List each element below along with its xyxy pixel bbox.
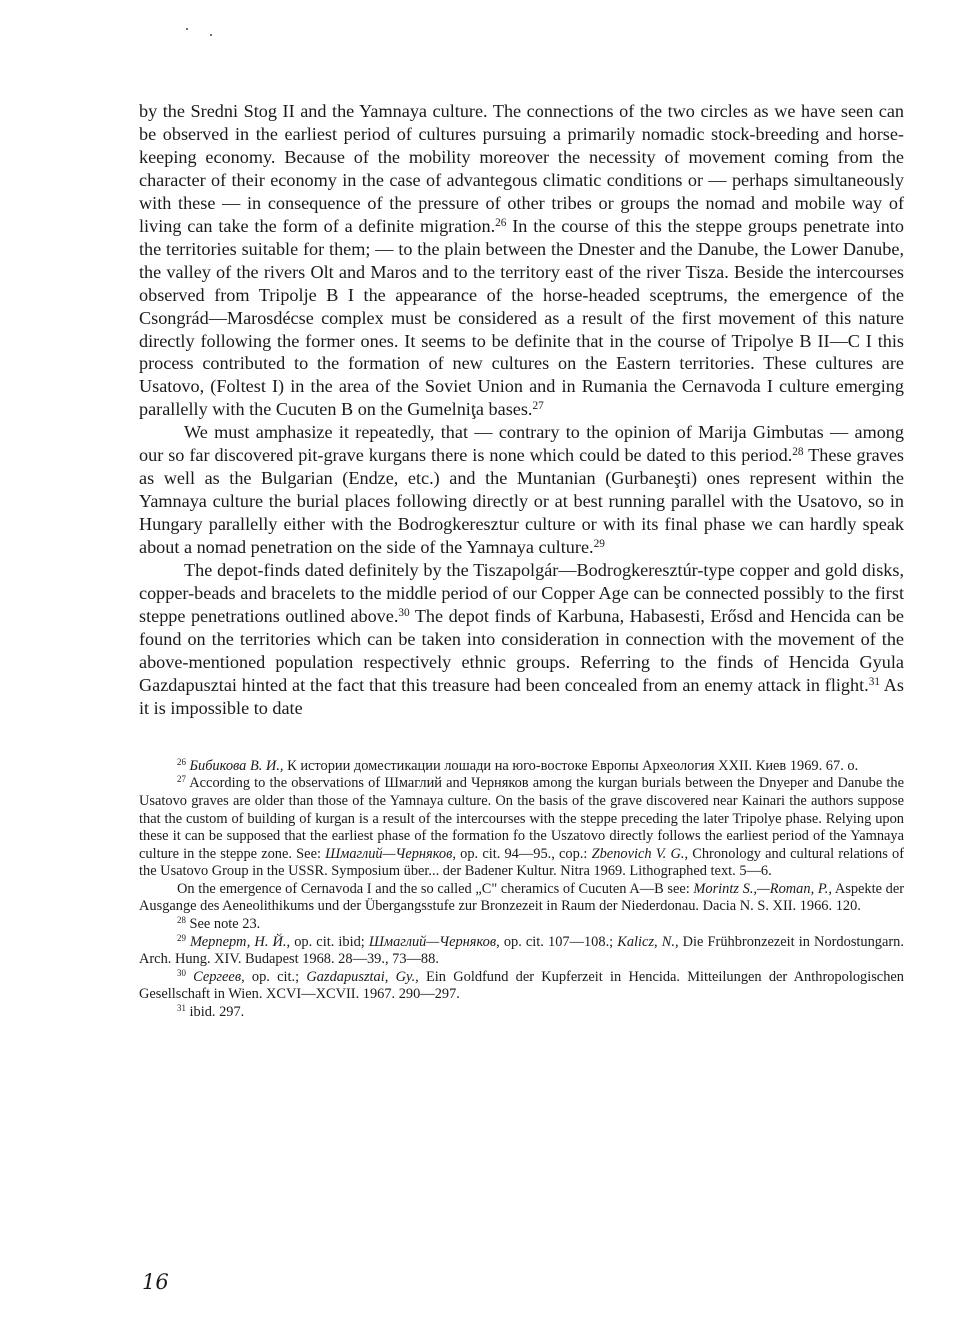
footnote-28: $^{28}$ See note 23. [177,915,261,933]
paragraph-3: The depot-finds dated definitely by the Tiszapolgár—Bodrogkeresztúr-type copper and gold disks, copper-beads and bracelets to the middle period of our Copper Age can be connected possibly to the first steppe penetrations outlined above.$^{30}$ The depot finds of Karbuna, Habasesti, Erősd and Hencida can be found on the territories which can be taken into consideration in connection with the movement of the above-mentioned population respectively ethnic groups. Referring to the finds of Hencida Gyula Gazdapusztai hinted at the fact that this treasure had been concealed from an enemy attack in flight.$^{31}$ As it is impossible to date [139,560,904,718]
footnote-ref-30: 30 [398,606,410,619]
scan-speck [210,34,212,36]
page-content [139,100,904,1022]
page-number: 16 [142,1270,169,1294]
paragraph-1: by the Sredni Stog II and the Yamnaya culture. The connections of the two circles as we have seen can be observed in the earliest period of cultures pursuing a primarily nomadic stock-breeding and horse-keeping economy. Because of the mobility moreover the necessity of movement coming from the character of their economy in the case of advantegous climatic conditions or — perhaps simultaneously with these — in consequence of the pressure of other tribes or groups the nomad and mobile way of living can take the form of a definite migration.$^{26}$ In the course of this the steppe groups penetrate into the territories suitable for them; — to the plain between the Dnester and the Danube, the Lower Danube, the valley of the rivers Olt and Maros and to the territory east of the river Tisza. Beside the intercourses observed from Tripolje B I the appearance of the horse-headed sceptrums, the emergence of the Csongrád—Marosdécse complex must be considered as a result of the first movement of this nature directly following the former ones. It seems to be definite that in the course of Tripolye B II—C I this process contributed to the formation of new cultures on the Eastern territories. These cultures are Usatovo, (Foltest I) in the area of the Soviet Union and in Rumania the Cernavoda I culture emerging parallelly with the Cucuten B on the Gumelniţa bases.$^{27}$ [139,101,904,420]
footnote-30: $^{30}$ Сергеев, op. cit.; Gazdapusztai, Gy., Ein Goldfund der Kupferzeit in Hencida. Mitteilungen der Anthropologischen Gesellschaft in Wien. XCVI—XCVII. 1967. 290—297. [139,967,904,1003]
footnote-27: $^{27}$ According to the observations of Шмаглий and Черняков among the kurgan burials between the Dnyeper and Danube the Usatovo graves are older than those of the Yamnaya culture. On the basis of the grave discovered near Kainari the authors suppose that the custom of building of kurgan is a result of the intercourses with the steppe preceding the later Tripolye phase. Relying upon these it can be supposed that the earliest phase of the formation fo the Uszatovo directly follows the earliest period of the Yamnaya culture in the steppe zone. See: Шмаглий—Черняков, op. cit. 94—95., cop.: Zbenovich V. G., Chronology and cultural relations of the Usatovo Group in the USSR. Symposium über... der Badener Kultur. Nitra 1969. Lithographed text. 5—6. [139,774,904,880]
paragraph-2: We must amphasize it repeatedly, that — contrary to the opinion of Marija Gimbutas — among our so far discovered pit-grave kurgans there is none which could be dated to this period.$^{28}$ These graves as well as the Bulgarian (Endze, etc.) and the Muntanian (Gurbaneşti) ones represent within the Yamnaya culture the burial places following directly or at best running parallel with the Usatovo, so in Hungary parallelly either with the Bodrogkeresztur culture or with its final phase we can hardly speak about a nomad penetration on the side of the Yamnaya culture.$^{29}$ [139,422,904,558]
body-text [139,100,904,720]
footnote-ref-26: 26 [495,216,507,229]
footnote-26: $^{26}$ Бибикова В. И., К истории доместикации лошади на юго-востоке Европы Археология XXII. Киев 1969. 67. o. [177,756,859,774]
footnote-31: $^{31}$ ibid. 297. [177,1003,245,1021]
footnote-ref-31: 31 [868,675,880,688]
footnote-27-continued: On the emergence of Cernavoda I and the so called „C" cheramics of Cucuten A—B see: Morintz S.,—Roman, P., Aspekte der Ausgange des Aeneolithikums und der Übergangsstufe zur Bronzezeit in Raum der Niederdonau. Dacia N. S. XII. 1966. 120. [139,880,905,915]
footnote-ref-28: 28 [792,446,804,459]
footnote-ref-27: 27 [532,400,544,413]
footnotes [139,758,904,1022]
scan-speck [186,28,188,30]
footnote-ref-29: 29 [593,537,605,550]
footnote-29: $^{29}$ Мерперт, Н. Й., op. cit. ibid; Шмаглий—Черняков, op. cit. 107—108.; Kalicz, N., Die Frühbronzezeit in Nordostungarn. Arch. Hung. XIV. Budapest 1968. 28—39., 73—88. [139,932,904,968]
